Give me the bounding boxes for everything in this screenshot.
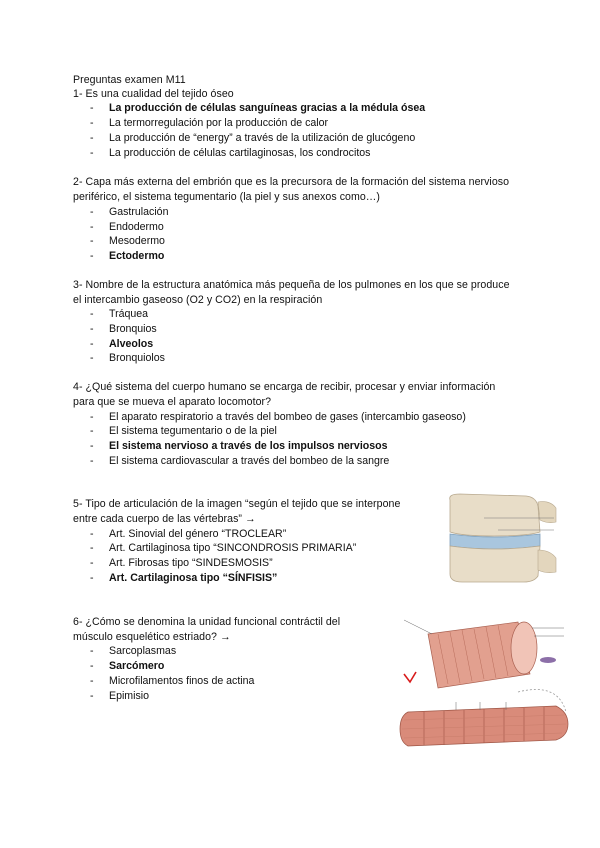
- question-6-text-line-2: músculo esquelético estriado? →: [73, 631, 231, 643]
- document-title: Preguntas examen M11: [73, 74, 186, 86]
- question-5-text-line-2: entre cada cuerpo de las vértebras” →: [73, 513, 256, 525]
- question-3-text-line-1: 3- Nombre de la estructura anatómica más pequeña de los pulmones en los que se produce: [73, 279, 510, 291]
- nucleus: [540, 657, 556, 663]
- question-2-text-line-2: periférico, el sistema tegumentario (la piel y sus anexos como…): [73, 191, 381, 203]
- lower-vertebra-body: [450, 546, 540, 582]
- question-6-text-line-1: 6- ¿Cómo se denomina la unidad funcional contráctil del: [73, 616, 341, 628]
- question-4-text-line-1: 4- ¿Qué sistema del cuerpo humano se encarga de recibir, procesar y enviar información: [73, 381, 496, 393]
- muscle-fiber-figure: [398, 612, 578, 752]
- question-2-text-line-1: 2- Capa más externa del embrión que es la precursora de la formación del sistema nervioso: [73, 176, 510, 188]
- bundle-cross-section: [511, 622, 537, 674]
- exam-page: Preguntas examen M11 1- Es una cualidad del tejido óseo - La producción de células sanguíneas gracias a la médula ósea - La termorregulación por la producción de calor - La producción de “energy” a través de la utilización de glucógeno - La producción de células cartilaginosas, los condrocitos 2- Capa más externa del embrión que es la precursora de la formación del sistema nervioso periférico, el sistema tegumentario (la piel y sus anexos como…) - Gastrulación - Endodermo - Mesodermo - Ectodermo 3- Nombre de la estructura anatómica más pequeña de los pulmones en los que se produce el intercambio gaseoso (O2 y CO2) en la respiración - Tráquea - Bronquios - Alveolos - Bronquiolos 4- ¿Qué sistema del cuerpo humano se encarga de recibir, procesar y enviar información para que se mueva el aparato locomotor? - El aparato respiratorio a través del bombeo de gases (intercambio gaseoso) - El sistema tegumentario o de la piel - El sistema nervioso a través de los impulsos nerviosos - El sistema cardiovascular a través del bombeo de la sangre 5- Tipo de articulación de la imagen “según el tejido que se interpone entre cada cuerpo de las vértebras” → - Art. Sinovial del género “TROCLEAR” - Art. Cartilaginosa tipo “SINCONDROSIS PRIMARIA” - Art. Fibrosas tipo “SINDESMOSIS” - Art. Cartilaginosa tipo “SÍNFISIS” 6- ¿Cómo se denomina la unidad funcional contráctil del músculo esquelético estriado? → - Sarcoplasmas - Sarcómero - Microfilamentos finos de actina - Epimisio: [0, 0, 600, 848]
- question-3-text-line-2: el intercambio gaseoso (O2 y CO2) en la respiración: [73, 294, 323, 306]
- question-4-text-line-2: para que se mueva el aparato locomotor?: [73, 396, 272, 408]
- question-1-text: 1- Es una cualidad del tejido óseo: [73, 88, 234, 100]
- question-5-text-line-1: 5- Tipo de articulación de la imagen “según el tejido que se interpone: [73, 498, 401, 510]
- vertebrae-figure: [438, 492, 558, 584]
